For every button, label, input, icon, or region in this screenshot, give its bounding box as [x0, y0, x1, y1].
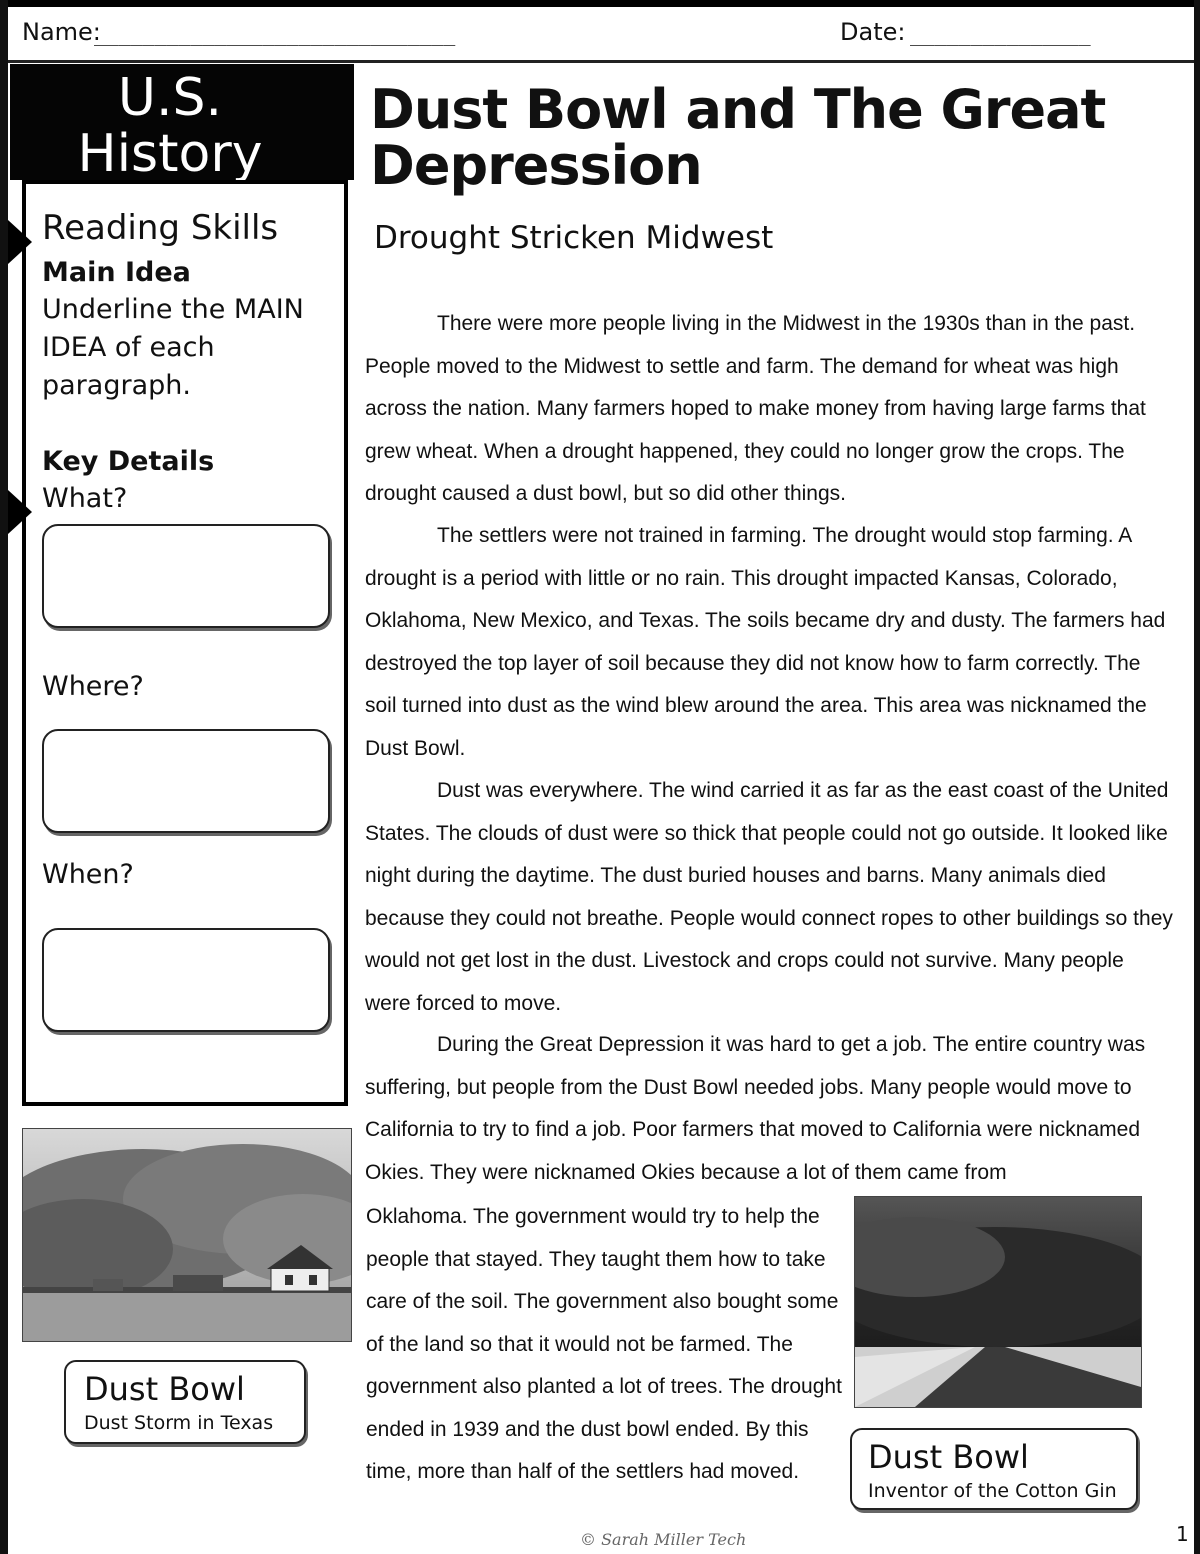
where-answer-box[interactable] — [42, 729, 330, 833]
page-subtitle: Drought Stricken Midwest — [374, 220, 774, 256]
paragraph-4-continued: Oklahoma. The government would try to help the people that stayed. They taught them how to take care of the soil. The government also bought some of the land so that it would not be farmed. The government also planted a lot of trees. The drought ended in 1939 and the dust bowl ended. By this time, more than half of the settlers had moved. — [366, 1205, 842, 1483]
page-title — [370, 78, 1170, 197]
main-idea-instruction-1: Underline the MAIN — [42, 294, 304, 325]
dust-storm-photo — [22, 1128, 352, 1342]
dust-cloud-road-image — [855, 1197, 1141, 1407]
title-line-2: Depression — [370, 134, 702, 197]
pointer-arrow-icon — [8, 490, 32, 534]
paragraph-3: Dust was everywhere. The wind carried it as far as the east coast of the United States. The clouds of dust were so thick that people could not go outside. It looked like night during the daytime. The dust buried houses and barns. Many animals died because they could not breathe. People would connect ropes to other buildings so they would not get lost in the dust. Livestock and crops could not survive. Many people were forced to move. — [365, 779, 1173, 1015]
name-label: Name: — [22, 18, 101, 46]
copyright-text: © Sarah Miller Tech — [580, 1530, 747, 1549]
right-caption-subtitle: Inventor of the Cotton Gin — [868, 1480, 1117, 1502]
when-label: When? — [42, 859, 134, 890]
header-divider — [8, 60, 1194, 63]
banner-line-2: History — [77, 124, 263, 184]
dust-cloud-road-photo — [854, 1196, 1142, 1408]
paragraph-2: The settlers were not trained in farming. The drought would stop farming. A drought is a period with little or no rain. This drought impacted Kansas, Colorado, Oklahoma, New Mexico, and Texas. The soils became dry and dusty. The farmers had destroyed the top layer of soil because they did not know how to farm correctly. The soil turned into dust as the wind blew around the area. This area was nicknamed the Dust Bowl. — [365, 524, 1166, 760]
page-border-right — [1194, 0, 1200, 1554]
banner-line-1: U.S. — [117, 68, 223, 128]
name-line: ______________________________ — [94, 22, 456, 46]
what-answer-box[interactable] — [42, 524, 330, 628]
subject-banner-text — [10, 70, 330, 182]
main-idea-instruction-2: IDEA of each — [42, 332, 215, 363]
right-caption-title: Dust Bowl — [868, 1438, 1029, 1476]
paragraph-1: There were more people living in the Midwest in the 1930s than in the past. People moved to the Midwest to settle and farm. The demand for wheat was high across the nation. Many farmers hoped to make money from having large farms that grew wheat. When a drought happened, they could no longer grow the crops. The drought caused a dust bowl, but so did other things. — [365, 312, 1146, 505]
paragraph-4: During the Great Depression it was hard to get a job. The entire country was suffering, but people from the Dust Bowl needed jobs. Many people would move to California to try to find a job. Poor farmers that moved to California were nicknamed Okies. They were nicknamed Okies because a lot of them came from — [365, 1033, 1146, 1184]
main-idea-instruction-3: paragraph. — [42, 370, 191, 401]
dust-storm-image — [23, 1129, 351, 1341]
main-idea-heading: Main Idea — [42, 257, 191, 288]
left-caption-title: Dust Bowl — [84, 1370, 245, 1408]
page-number: 1 — [1176, 1522, 1189, 1546]
date-line: _______________ — [910, 22, 1091, 46]
pointer-arrow-icon — [8, 220, 32, 264]
page-border-top — [0, 0, 1200, 7]
left-caption-subtitle: Dust Storm in Texas — [84, 1412, 274, 1434]
reading-skills-heading: Reading Skills — [42, 208, 279, 248]
where-label: Where? — [42, 671, 144, 702]
key-details-heading: Key Details — [42, 446, 215, 477]
what-label: What? — [42, 483, 128, 514]
page-border-left — [0, 0, 8, 1554]
when-answer-box[interactable] — [42, 928, 330, 1032]
title-line-1: Dust Bowl and The Great — [370, 78, 1106, 141]
date-label: Date: — [840, 18, 906, 46]
